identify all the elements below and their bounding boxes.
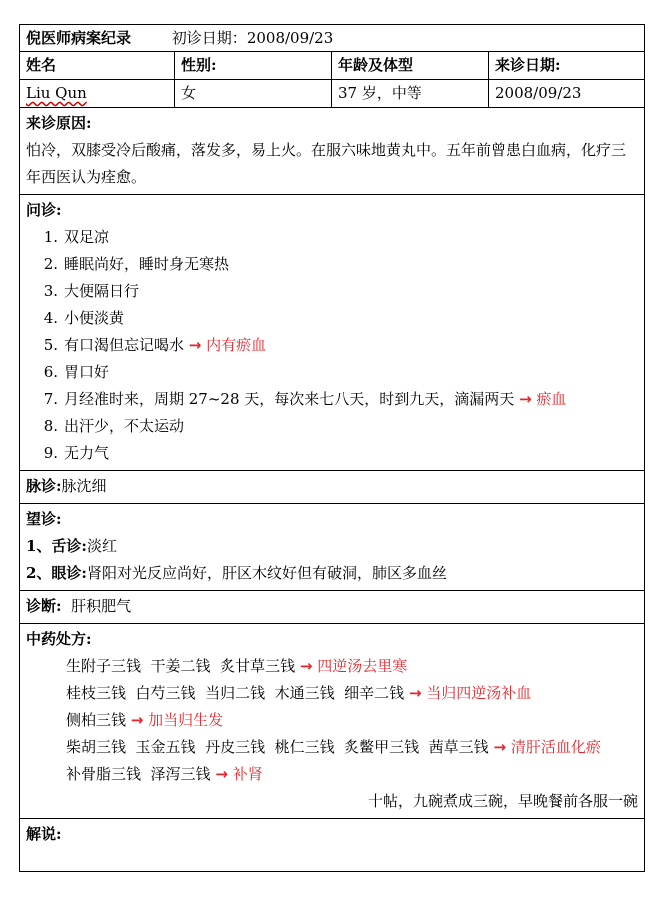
tongue-label: 1、舌诊: bbox=[26, 537, 87, 555]
item-text bbox=[64, 413, 638, 440]
notes-label: 解说: bbox=[26, 825, 62, 843]
reason-text: 怕冷，双膝受冷后酸痛，落发多，易上火。在服六味地黄丸中。五年前曾患白血病，化疗三年西医认为痊愈。 bbox=[26, 141, 627, 186]
diagnosis-label: 诊断: bbox=[26, 597, 62, 615]
item-symptom: 小便淡黄 bbox=[64, 309, 125, 327]
list-item bbox=[26, 332, 638, 359]
herb-list: 桂枝三钱 白芍三钱 当归二钱 木通三钱 细辛二钱 bbox=[66, 684, 405, 702]
arrow-right-icon: → bbox=[215, 765, 228, 783]
first-visit-label: 初诊日期： bbox=[171, 29, 247, 47]
inquiry-label: 问诊: bbox=[26, 201, 62, 219]
arrow-right-icon: → bbox=[299, 657, 313, 675]
item-text bbox=[64, 305, 638, 332]
item-symptom: 大便隔日行 bbox=[64, 282, 140, 300]
prescription-line bbox=[26, 761, 638, 788]
tongue-text: 淡红 bbox=[86, 537, 117, 555]
list-item bbox=[26, 386, 638, 413]
eye-label: 2、眼诊: bbox=[26, 564, 87, 582]
item-number: 1. bbox=[43, 228, 58, 246]
arrow-right-icon: → bbox=[493, 738, 507, 756]
prescription-section bbox=[20, 624, 644, 819]
item-number: 8. bbox=[43, 417, 58, 435]
herb-list: 生附子三钱 干姜二钱 炙甘草三钱 bbox=[66, 657, 296, 675]
item-text bbox=[64, 278, 638, 305]
age-value: 37 岁，中等 bbox=[332, 80, 489, 107]
name-value bbox=[20, 80, 175, 107]
eye-line bbox=[26, 560, 638, 587]
diagnosis-section bbox=[20, 591, 644, 624]
info-value-row bbox=[20, 80, 644, 108]
item-symptom: 睡眠尚好，睡时身无寒热 bbox=[64, 255, 230, 273]
item-symptom: 胃口好 bbox=[64, 363, 110, 381]
list-item bbox=[26, 413, 638, 440]
name-label: 姓名 bbox=[20, 52, 175, 79]
item-number: 4. bbox=[43, 309, 58, 327]
item-symptom: 有口渴但忘记喝水 bbox=[64, 336, 185, 354]
formula-note: 补肾 bbox=[232, 765, 263, 783]
info-header-row bbox=[20, 52, 644, 80]
item-number: 5. bbox=[43, 336, 58, 354]
item-number: 3. bbox=[43, 282, 58, 300]
herb-list: 柴胡三钱 玉金五钱 丹皮三钱 桃仁三钱 炙鳖甲三钱 茜草三钱 bbox=[66, 738, 489, 756]
observation-label: 望诊: bbox=[26, 510, 62, 528]
arrow-right-icon: → bbox=[188, 336, 202, 354]
list-item bbox=[26, 251, 638, 278]
arrow-right-icon: → bbox=[519, 390, 532, 408]
formula-note: 当归四逆汤补血 bbox=[426, 684, 532, 702]
item-text bbox=[64, 359, 638, 386]
item-number: 6. bbox=[43, 363, 58, 381]
gender-label: 性别: bbox=[175, 52, 332, 79]
item-text bbox=[64, 251, 638, 278]
reason-section bbox=[20, 108, 644, 195]
case-record-table bbox=[19, 24, 645, 872]
item-number: 9. bbox=[43, 444, 58, 462]
formula-note: 加当归生发 bbox=[148, 711, 224, 729]
item-symptom: 出汗少，不太运动 bbox=[64, 417, 185, 435]
list-item bbox=[26, 305, 638, 332]
first-visit-date: 2008/09/23 bbox=[246, 29, 334, 47]
list-item bbox=[26, 278, 638, 305]
item-text bbox=[64, 440, 638, 467]
pulse-text: 脉沈细 bbox=[61, 477, 107, 495]
prescription-line bbox=[26, 734, 638, 761]
title-row bbox=[20, 25, 644, 52]
visit-date-value: 2008/09/23 bbox=[495, 84, 582, 102]
patient-name: Liu Qun bbox=[26, 84, 87, 102]
item-note: 瘀血 bbox=[536, 390, 567, 408]
arrow-right-icon: → bbox=[130, 711, 144, 729]
dosage-instructions: 十帖，九碗煮成三碗，早晚餐前各服一碗 bbox=[367, 792, 638, 810]
page-title: 倪医师病案纪录 bbox=[26, 29, 132, 47]
eye-text: 肾阳对光反应尚好，肝区木纹好但有破洞，肺区多血丝 bbox=[86, 564, 447, 582]
herb-list: 侧柏三钱 bbox=[66, 711, 127, 729]
herb-list: 补骨脂三钱 泽泻三钱 bbox=[66, 765, 211, 783]
list-item bbox=[26, 440, 638, 467]
item-note: 内有瘀血 bbox=[206, 336, 267, 354]
notes-section bbox=[20, 819, 644, 871]
prescription-line bbox=[26, 707, 638, 734]
item-symptom: 月经准时来，周期 27~28 天，每次来七八天，时到九天，滴漏两天 bbox=[64, 390, 515, 408]
inquiry-list bbox=[26, 224, 638, 467]
prescription-label: 中药处方: bbox=[26, 630, 92, 648]
item-number: 2. bbox=[43, 255, 58, 273]
prescription-line bbox=[26, 680, 638, 707]
list-item bbox=[26, 224, 638, 251]
item-text bbox=[64, 224, 638, 251]
item-number: 7. bbox=[43, 390, 58, 408]
visit-date-label: 来诊日期: bbox=[495, 56, 561, 74]
inquiry-section bbox=[20, 195, 644, 471]
item-text bbox=[64, 332, 638, 359]
item-symptom: 无力气 bbox=[64, 444, 110, 462]
gender-value: 女 bbox=[175, 80, 332, 107]
pulse-label: 脉诊: bbox=[26, 477, 62, 495]
age-label: 年龄及体型 bbox=[332, 52, 489, 79]
item-symptom: 双足凉 bbox=[64, 228, 110, 246]
prescription-line bbox=[26, 653, 638, 680]
formula-note: 四逆汤去里寒 bbox=[317, 657, 408, 675]
item-text bbox=[64, 386, 638, 413]
reason-label: 来诊原因: bbox=[26, 114, 92, 132]
arrow-right-icon: → bbox=[408, 684, 422, 702]
pulse-section bbox=[20, 471, 644, 504]
tongue-line bbox=[26, 533, 638, 560]
formula-note: 清肝活血化瘀 bbox=[510, 738, 601, 756]
list-item bbox=[26, 359, 638, 386]
diagnosis-text: 肝积肥气 bbox=[71, 597, 132, 615]
observation-section bbox=[20, 504, 644, 591]
